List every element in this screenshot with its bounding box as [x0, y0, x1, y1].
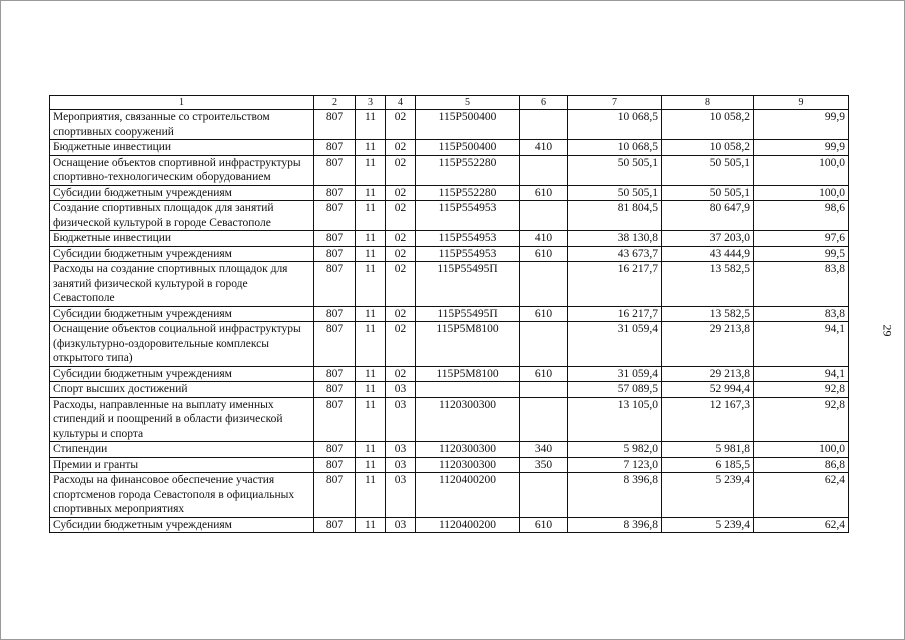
- table-row: [50, 110, 849, 140]
- executed-amount-cell: 37 203,0: [662, 231, 754, 247]
- table-row: [50, 442, 849, 458]
- subsection-cell: 03: [386, 517, 416, 533]
- executed-amount-cell: 10 058,2: [662, 140, 754, 156]
- executed-amount-cell: 52 994,4: [662, 382, 754, 398]
- planned-amount-cell: 50 505,1: [568, 185, 662, 201]
- table-row: [50, 457, 849, 473]
- expense-type-cell: [520, 322, 568, 367]
- expense-type-cell: 610: [520, 306, 568, 322]
- description-cell: Субсидии бюджетным учреждениям: [50, 517, 314, 533]
- header-cell: 7: [568, 96, 662, 110]
- ministry-code-cell: 807: [314, 322, 356, 367]
- percent-cell: 100,0: [754, 155, 849, 185]
- percent-cell: 83,8: [754, 306, 849, 322]
- planned-amount-cell: 8 396,8: [568, 517, 662, 533]
- table-row: [50, 185, 849, 201]
- subsection-cell: 03: [386, 442, 416, 458]
- table-row: [50, 140, 849, 156]
- percent-cell: 92,8: [754, 397, 849, 442]
- expense-type-cell: 610: [520, 185, 568, 201]
- ministry-code-cell: 807: [314, 140, 356, 156]
- target-article-cell: 1120300300: [416, 442, 520, 458]
- percent-cell: 62,4: [754, 473, 849, 518]
- table-body: [50, 96, 849, 533]
- expense-type-cell: [520, 473, 568, 518]
- budget-table: [49, 95, 849, 533]
- subsection-cell: 03: [386, 457, 416, 473]
- target-article-cell: 115Р554953: [416, 201, 520, 231]
- ministry-code-cell: 807: [314, 366, 356, 382]
- target-article-cell: 1120300300: [416, 457, 520, 473]
- description-cell: Оснащение объектов спортивной инфраструктуры спортивно-технологическим оборудованием: [50, 155, 314, 185]
- expense-type-cell: 610: [520, 246, 568, 262]
- executed-amount-cell: 13 582,5: [662, 306, 754, 322]
- section-cell: 11: [356, 246, 386, 262]
- table-row: [50, 262, 849, 307]
- description-cell: Субсидии бюджетным учреждениям: [50, 306, 314, 322]
- planned-amount-cell: 50 505,1: [568, 155, 662, 185]
- ministry-code-cell: 807: [314, 110, 356, 140]
- target-article-cell: 1120300300: [416, 397, 520, 442]
- table-row: [50, 231, 849, 247]
- section-cell: 11: [356, 366, 386, 382]
- target-article-cell: 1120400200: [416, 473, 520, 518]
- target-article-cell: 115Р55495П: [416, 262, 520, 307]
- executed-amount-cell: 29 213,8: [662, 366, 754, 382]
- table-row: [50, 322, 849, 367]
- subsection-cell: 03: [386, 397, 416, 442]
- description-cell: Создание спортивных площадок для занятий физической культурой в городе Севастополе: [50, 201, 314, 231]
- section-cell: 11: [356, 397, 386, 442]
- executed-amount-cell: 50 505,1: [662, 185, 754, 201]
- expense-type-cell: 340: [520, 442, 568, 458]
- ministry-code-cell: 807: [314, 201, 356, 231]
- percent-cell: 92,8: [754, 382, 849, 398]
- percent-cell: 98,6: [754, 201, 849, 231]
- executed-amount-cell: 29 213,8: [662, 322, 754, 367]
- header-cell: 2: [314, 96, 356, 110]
- percent-cell: 99,9: [754, 110, 849, 140]
- expense-type-cell: 610: [520, 517, 568, 533]
- percent-cell: 94,1: [754, 366, 849, 382]
- header-cell: 5: [416, 96, 520, 110]
- expense-type-cell: 350: [520, 457, 568, 473]
- subsection-cell: 02: [386, 366, 416, 382]
- percent-cell: 62,4: [754, 517, 849, 533]
- percent-cell: 99,5: [754, 246, 849, 262]
- planned-amount-cell: 10 068,5: [568, 140, 662, 156]
- section-cell: 11: [356, 110, 386, 140]
- ministry-code-cell: 807: [314, 457, 356, 473]
- description-cell: Бюджетные инвестиции: [50, 231, 314, 247]
- section-cell: 11: [356, 155, 386, 185]
- target-article-cell: 1120400200: [416, 517, 520, 533]
- description-cell: Стипендии: [50, 442, 314, 458]
- target-article-cell: 115Р55495П: [416, 306, 520, 322]
- ministry-code-cell: 807: [314, 306, 356, 322]
- executed-amount-cell: 12 167,3: [662, 397, 754, 442]
- ministry-code-cell: 807: [314, 517, 356, 533]
- subsection-cell: 02: [386, 322, 416, 367]
- table-row: [50, 155, 849, 185]
- budget-table-container: [49, 95, 848, 533]
- section-cell: 11: [356, 231, 386, 247]
- expense-type-cell: [520, 262, 568, 307]
- section-cell: 11: [356, 201, 386, 231]
- target-article-cell: 115Р552280: [416, 185, 520, 201]
- planned-amount-cell: 13 105,0: [568, 397, 662, 442]
- percent-cell: 94,1: [754, 322, 849, 367]
- expense-type-cell: [520, 382, 568, 398]
- target-article-cell: 115Р5М8100: [416, 366, 520, 382]
- ministry-code-cell: 807: [314, 382, 356, 398]
- executed-amount-cell: 6 185,5: [662, 457, 754, 473]
- planned-amount-cell: 43 673,7: [568, 246, 662, 262]
- description-cell: Расходы на финансовое обеспечение участия спортсменов города Севастополя в официальных спортивных мероприятиях: [50, 473, 314, 518]
- table-row: [50, 306, 849, 322]
- ministry-code-cell: 807: [314, 246, 356, 262]
- description-cell: Расходы на создание спортивных площадок для занятий физической культурой в городе Севастополе: [50, 262, 314, 307]
- executed-amount-cell: 5 239,4: [662, 473, 754, 518]
- ministry-code-cell: 807: [314, 442, 356, 458]
- description-cell: Субсидии бюджетным учреждениям: [50, 366, 314, 382]
- ministry-code-cell: 807: [314, 231, 356, 247]
- section-cell: 11: [356, 306, 386, 322]
- subsection-cell: 02: [386, 140, 416, 156]
- table-row: [50, 201, 849, 231]
- percent-cell: 100,0: [754, 442, 849, 458]
- target-article-cell: 115Р500400: [416, 140, 520, 156]
- description-cell: Мероприятия, связанные со строительством спортивных сооружений: [50, 110, 314, 140]
- planned-amount-cell: 31 059,4: [568, 322, 662, 367]
- percent-cell: 100,0: [754, 185, 849, 201]
- target-article-cell: 115Р5М8100: [416, 322, 520, 367]
- target-article-cell: [416, 382, 520, 398]
- subsection-cell: 02: [386, 201, 416, 231]
- table-header-row: [50, 96, 849, 110]
- target-article-cell: 115Р554953: [416, 231, 520, 247]
- target-article-cell: 115Р552280: [416, 155, 520, 185]
- executed-amount-cell: 50 505,1: [662, 155, 754, 185]
- subsection-cell: 03: [386, 473, 416, 518]
- executed-amount-cell: 10 058,2: [662, 110, 754, 140]
- subsection-cell: 02: [386, 246, 416, 262]
- ministry-code-cell: 807: [314, 155, 356, 185]
- section-cell: 11: [356, 262, 386, 307]
- ministry-code-cell: 807: [314, 473, 356, 518]
- percent-cell: 97,6: [754, 231, 849, 247]
- header-cell: 1: [50, 96, 314, 110]
- subsection-cell: 02: [386, 262, 416, 307]
- ministry-code-cell: 807: [314, 262, 356, 307]
- section-cell: 11: [356, 457, 386, 473]
- header-cell: 6: [520, 96, 568, 110]
- description-cell: Субсидии бюджетным учреждениям: [50, 246, 314, 262]
- header-cell: 9: [754, 96, 849, 110]
- expense-type-cell: 410: [520, 231, 568, 247]
- planned-amount-cell: 7 123,0: [568, 457, 662, 473]
- header-cell: 8: [662, 96, 754, 110]
- expense-type-cell: 410: [520, 140, 568, 156]
- subsection-cell: 03: [386, 382, 416, 398]
- description-cell: Оснащение объектов социальной инфраструктуры (физкультурно-оздоровительные комплексы открытого типа): [50, 322, 314, 367]
- planned-amount-cell: 8 396,8: [568, 473, 662, 518]
- header-cell: 4: [386, 96, 416, 110]
- target-article-cell: 115Р554953: [416, 246, 520, 262]
- page-number: 29: [880, 324, 895, 337]
- expense-type-cell: [520, 155, 568, 185]
- planned-amount-cell: 16 217,7: [568, 262, 662, 307]
- percent-cell: 99,9: [754, 140, 849, 156]
- percent-cell: 86,8: [754, 457, 849, 473]
- description-cell: Премии и гранты: [50, 457, 314, 473]
- planned-amount-cell: 31 059,4: [568, 366, 662, 382]
- subsection-cell: 02: [386, 185, 416, 201]
- section-cell: 11: [356, 185, 386, 201]
- table-row: [50, 397, 849, 442]
- executed-amount-cell: 43 444,9: [662, 246, 754, 262]
- subsection-cell: 02: [386, 306, 416, 322]
- planned-amount-cell: 5 982,0: [568, 442, 662, 458]
- section-cell: 11: [356, 473, 386, 518]
- percent-cell: 83,8: [754, 262, 849, 307]
- executed-amount-cell: 80 647,9: [662, 201, 754, 231]
- planned-amount-cell: 38 130,8: [568, 231, 662, 247]
- description-cell: Субсидии бюджетным учреждениям: [50, 185, 314, 201]
- executed-amount-cell: 13 582,5: [662, 262, 754, 307]
- table-row: [50, 473, 849, 518]
- description-cell: Расходы, направленные на выплату именных стипендий и поощрений в области физической культуры и спорта: [50, 397, 314, 442]
- table-row: [50, 382, 849, 398]
- section-cell: 11: [356, 442, 386, 458]
- description-cell: Спорт высших достижений: [50, 382, 314, 398]
- ministry-code-cell: 807: [314, 185, 356, 201]
- expense-type-cell: [520, 201, 568, 231]
- executed-amount-cell: 5 981,8: [662, 442, 754, 458]
- section-cell: 11: [356, 382, 386, 398]
- subsection-cell: 02: [386, 155, 416, 185]
- table-row: [50, 246, 849, 262]
- subsection-cell: 02: [386, 231, 416, 247]
- target-article-cell: 115Р500400: [416, 110, 520, 140]
- header-cell: 3: [356, 96, 386, 110]
- planned-amount-cell: 10 068,5: [568, 110, 662, 140]
- ministry-code-cell: 807: [314, 397, 356, 442]
- section-cell: 11: [356, 140, 386, 156]
- planned-amount-cell: 57 089,5: [568, 382, 662, 398]
- table-row: [50, 517, 849, 533]
- table-row: [50, 366, 849, 382]
- executed-amount-cell: 5 239,4: [662, 517, 754, 533]
- description-cell: Бюджетные инвестиции: [50, 140, 314, 156]
- section-cell: 11: [356, 322, 386, 367]
- section-cell: 11: [356, 517, 386, 533]
- expense-type-cell: [520, 110, 568, 140]
- expense-type-cell: 610: [520, 366, 568, 382]
- planned-amount-cell: 16 217,7: [568, 306, 662, 322]
- planned-amount-cell: 81 804,5: [568, 201, 662, 231]
- subsection-cell: 02: [386, 110, 416, 140]
- expense-type-cell: [520, 397, 568, 442]
